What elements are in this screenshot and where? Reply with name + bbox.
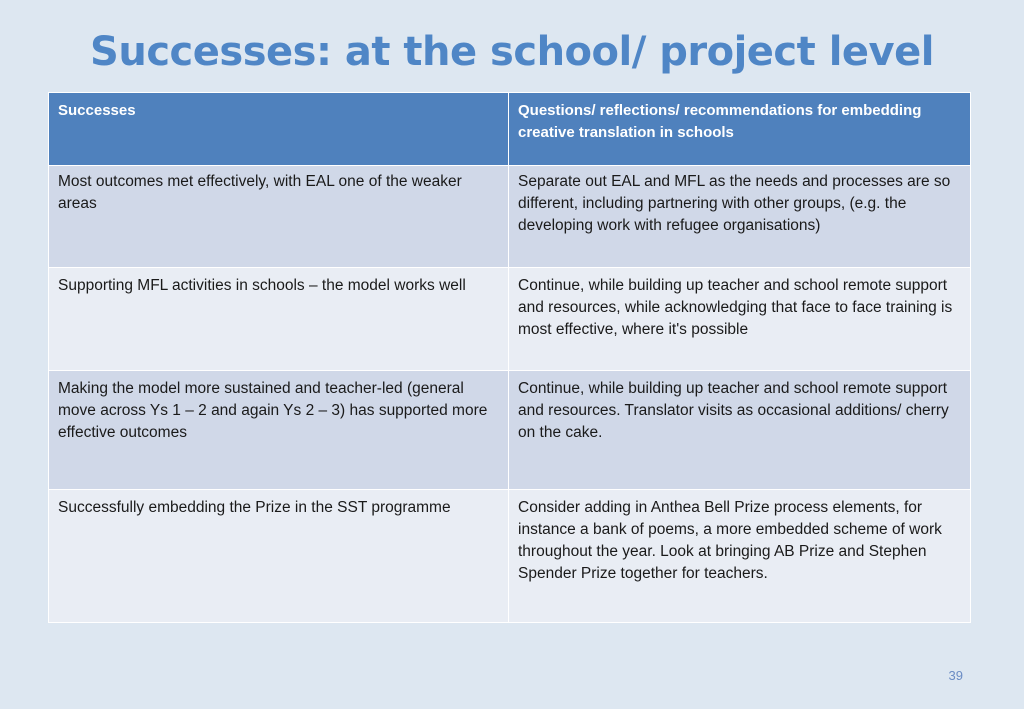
page-number: 39: [948, 668, 963, 683]
slide-title: Successes: at the school/ project level: [90, 29, 934, 75]
success-cell: Making the model more sustained and teacher-led (general move across Ys 1 – 2 and again Ys 2 – 3) has supported more effective outcomes: [49, 371, 509, 490]
recommendation-cell: Continue, while building up teacher and school remote support and resources. Translator visits as occasional additions/ cherry on the cake.: [509, 371, 971, 490]
successes-table: [48, 92, 971, 623]
recommendation-cell: Continue, while building up teacher and school remote support and resources, while acknowledging that face to face training is most effective, where it's possible: [509, 268, 971, 371]
table-header-row: [49, 93, 971, 166]
recommendation-cell: Separate out EAL and MFL as the needs and processes are so different, including partnering with other groups, (e.g. the developing work with refugee organisations): [509, 166, 971, 268]
recommendation-cell: Consider adding in Anthea Bell Prize process elements, for instance a bank of poems, a more embedded scheme of work throughout the year. Look at bringing AB Prize and Stephen Spender Prize together for teachers.: [509, 490, 971, 623]
success-cell: Most outcomes met effectively, with EAL one of the weaker areas: [49, 166, 509, 268]
success-cell: Supporting MFL activities in schools – the model works well: [49, 268, 509, 371]
table-row: [49, 268, 971, 371]
header-recommendations: Questions/ reflections/ recommendations for embedding creative translation in schools: [509, 93, 971, 166]
table-row: [49, 490, 971, 623]
table-row: [49, 166, 971, 268]
table-row: [49, 371, 971, 490]
success-cell: Successfully embedding the Prize in the SST programme: [49, 490, 509, 623]
header-successes: Successes: [49, 93, 509, 166]
